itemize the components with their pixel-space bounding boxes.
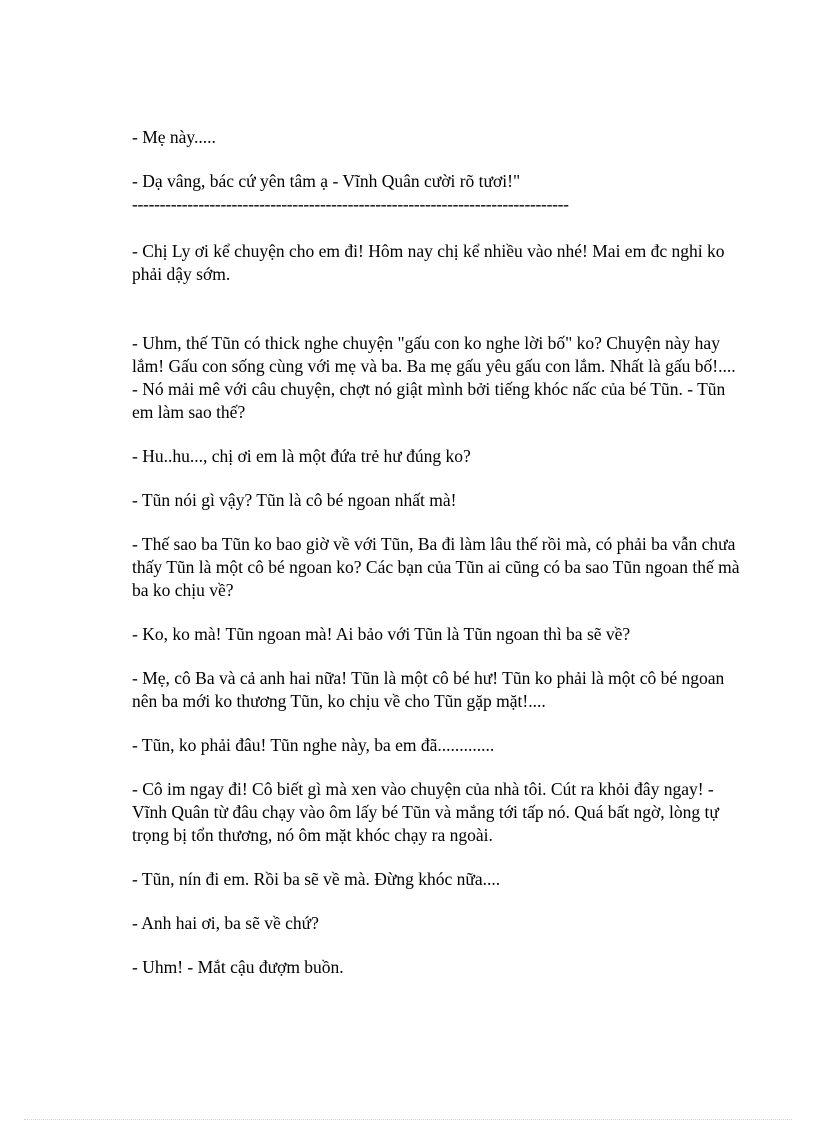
paragraph-tun-ko-phai-dau: - Tũn, ko phải đâu! Tũn nghe này, ba em đã............. (132, 735, 495, 755)
paragraph-hu-hu: - Hu..hu..., chị ơi em là một đứa trẻ hư đúng ko? (132, 446, 471, 466)
paragraph-co-im-ngay: - Cô im ngay đi! Cô biết gì mà xen vào chuyện của nhà tôi. Cút ra khỏi đây ngay! - Vĩnh Quân từ đâu chạy vào ôm lấy bé Tũn và mắng tới tấp nó. Quá bất ngờ, lòng tự trọng bị tổn thương, nó ôm mặt khóc chạy ra ngoài. (132, 779, 719, 845)
paragraph-chi-ly-oi: - Chị Ly ơi kể chuyện cho em đi! Hôm nay chị kể nhiều vào nhé! Mai em đc nghỉ ko phải dậy sớm. (132, 241, 725, 284)
paragraph-me-co-ba: - Mẹ, cô Ba và cả anh hai nữa! Tũn là một cô bé hư! Tũn ko phải là một cô bé ngoan nên ba mới ko thương Tũn, ko chịu về cho Tũn gặp mặt!.... (132, 668, 725, 711)
paragraph-uhm-mat-cau: - Uhm! - Mắt cậu đượm buồn. (132, 957, 344, 977)
separator-line: ------------------------------------------------------------------------------- (132, 194, 569, 214)
page-bottom-edge (24, 1119, 792, 1120)
paragraph-tun-nin-di: - Tũn, nín đi em. Rồi ba sẽ về mà. Đừng khóc nữa.... (132, 869, 501, 889)
document-body (132, 126, 744, 979)
paragraph-da-vang: - Dạ vâng, bác cứ yên tâm ạ - Vĩnh Quân cười rõ tươi!" (132, 171, 521, 191)
paragraph-the-sao-ba: - Thế sao ba Tũn ko bao giờ về với Tũn, Ba đi làm lâu thế rồi mà, có phải ba vẫn chưa thấy Tũn là một cô bé ngoan ko? Các bạn của Tũn ai cũng có ba sao Tũn ngoan thế mà ba ko chịu về? (132, 534, 740, 600)
paragraph-me-nay: - Mẹ này..... (132, 127, 216, 147)
paragraph-tun-noi-gi: - Tũn nói gì vậy? Tũn là cô bé ngoan nhất mà! (132, 490, 457, 510)
paragraph-uhm-gau-con: - Uhm, thế Tũn có thick nghe chuyện "gấu con ko nghe lời bố" ko? Chuyện này hay lắm! Gấu con sống cùng với mẹ và ba. Ba mẹ gấu yêu gấu con lắm. Nhất là gấu bố!.... - Nó mải mê với câu chuyện, chợt nó giật mình bởi tiếng khóc nấc của bé Tũn. - Tũn em làm sao thế? (132, 333, 736, 422)
paragraph-anh-hai-oi: - Anh hai ơi, ba sẽ về chứ? (132, 913, 319, 933)
paragraph-ko-ko-ma: - Ko, ko mà! Tũn ngoan mà! Ai bảo với Tũn là Tũn ngoan thì ba sẽ về? (132, 624, 631, 644)
